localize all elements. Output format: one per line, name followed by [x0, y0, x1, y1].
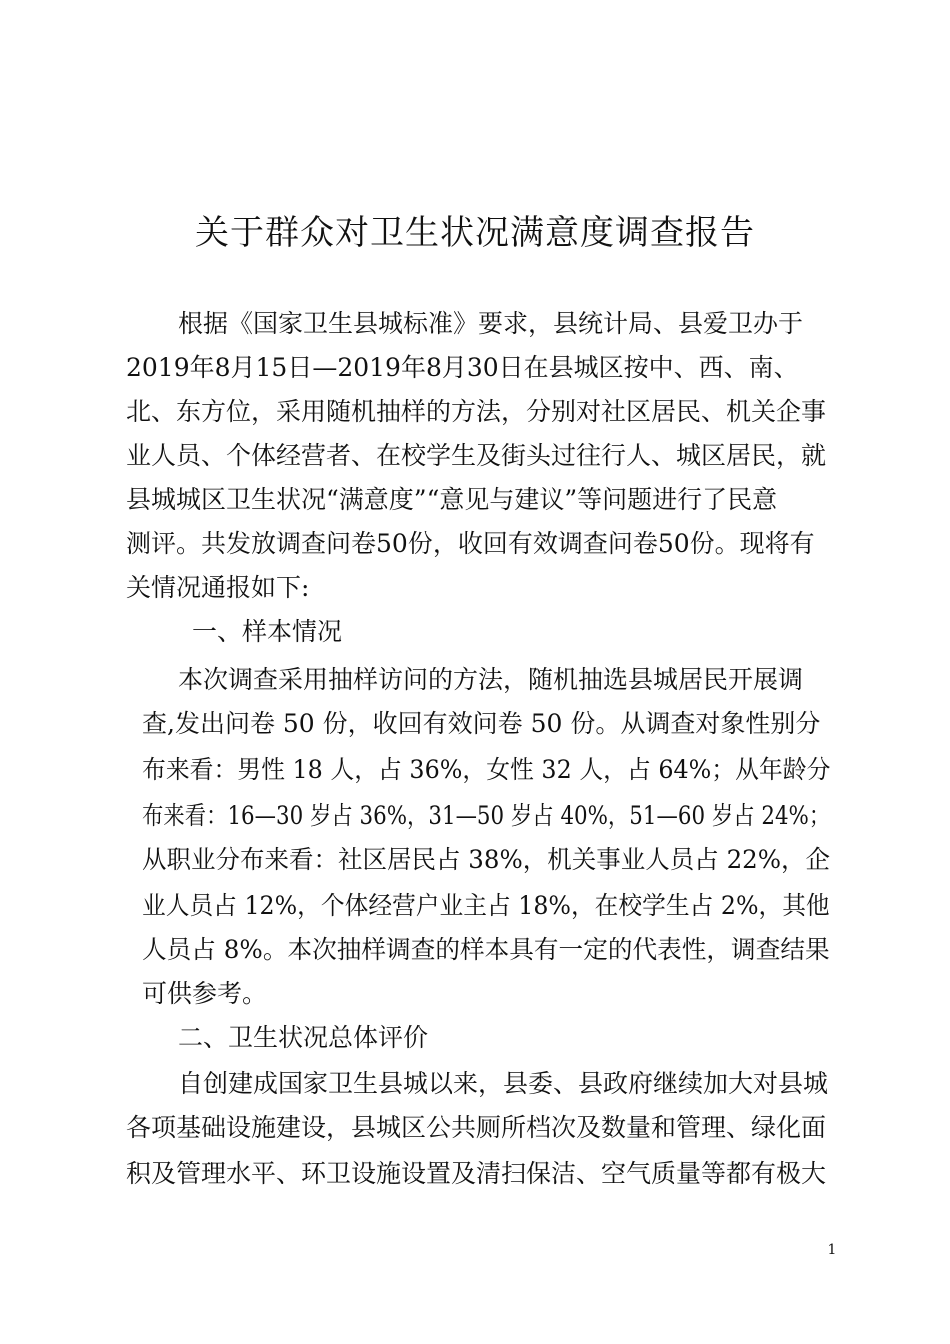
section2-line-1: 自创建成国家卫生县城以来，县委、县政府继续加大对县城	[178, 1069, 829, 1098]
section1-line-3: 布来看：男性 18 人，占 36%，女性 32 人，占 64%；从年龄分	[142, 755, 831, 784]
section-heading-overall: 二、卫生状况总体评价	[178, 1023, 429, 1052]
intro-line-1: 根据《国家卫生县城标准》要求，县统计局、县爱卫办于	[178, 309, 804, 338]
intro-line-5: 县城城区卫生状况“满意度”“意见与建议”等问题进行了民意	[126, 485, 778, 514]
intro-line-3: 北、东方位，采用随机抽样的方法，分别对社区居民、机关企事	[126, 397, 827, 426]
intro-line-6: 测评。共发放调查问卷50份，收回有效调查问卷50份。现将有	[126, 529, 815, 558]
intro-line-4: 业人员、个体经营者、在校学生及街头过往行人、城区居民，就	[126, 441, 827, 470]
section1-line-6: 业人员占 12%，个体经营户业主占 18%，在校学生占 2%，其他	[142, 891, 830, 920]
section1-line-4: 布来看：16—30 岁占 36%，31—50 岁占 40%，51—60 岁占 24%；	[142, 801, 831, 830]
section1-line-8: 可供参考。	[142, 979, 268, 1008]
section2-line-3: 积及管理水平、环卫设施设置及清扫保洁、空气质量等都有极大	[126, 1159, 827, 1188]
section2-line-2: 各项基础设施建设，县城区公共厕所档次及数量和管理、绿化面	[126, 1113, 827, 1142]
intro-line-7: 关情况通报如下:	[126, 573, 310, 602]
section-heading-sample: 一、样本情况	[192, 617, 343, 646]
section1-line-1: 本次调查采用抽样访问的方法，随机抽选县城居民开展调	[178, 665, 804, 694]
intro-line-2: 2019年8月15日—2019年8月30日在县城区按中、西、南、	[126, 353, 799, 382]
section1-line-7: 人员占 8%。本次抽样调查的样本具有一定的代表性，调查结果	[142, 935, 830, 964]
section1-line-2: 查,发出问卷 50 份，收回有效问卷 50 份。从调查对象性别分	[142, 709, 821, 738]
page-number: 1	[827, 1242, 837, 1258]
document-title: 关于群众对卫生状况满意度调查报告	[195, 213, 755, 253]
section1-line-5: 从职业分布来看：社区居民占 38%，机关事业人员占 22%，企	[142, 845, 831, 874]
